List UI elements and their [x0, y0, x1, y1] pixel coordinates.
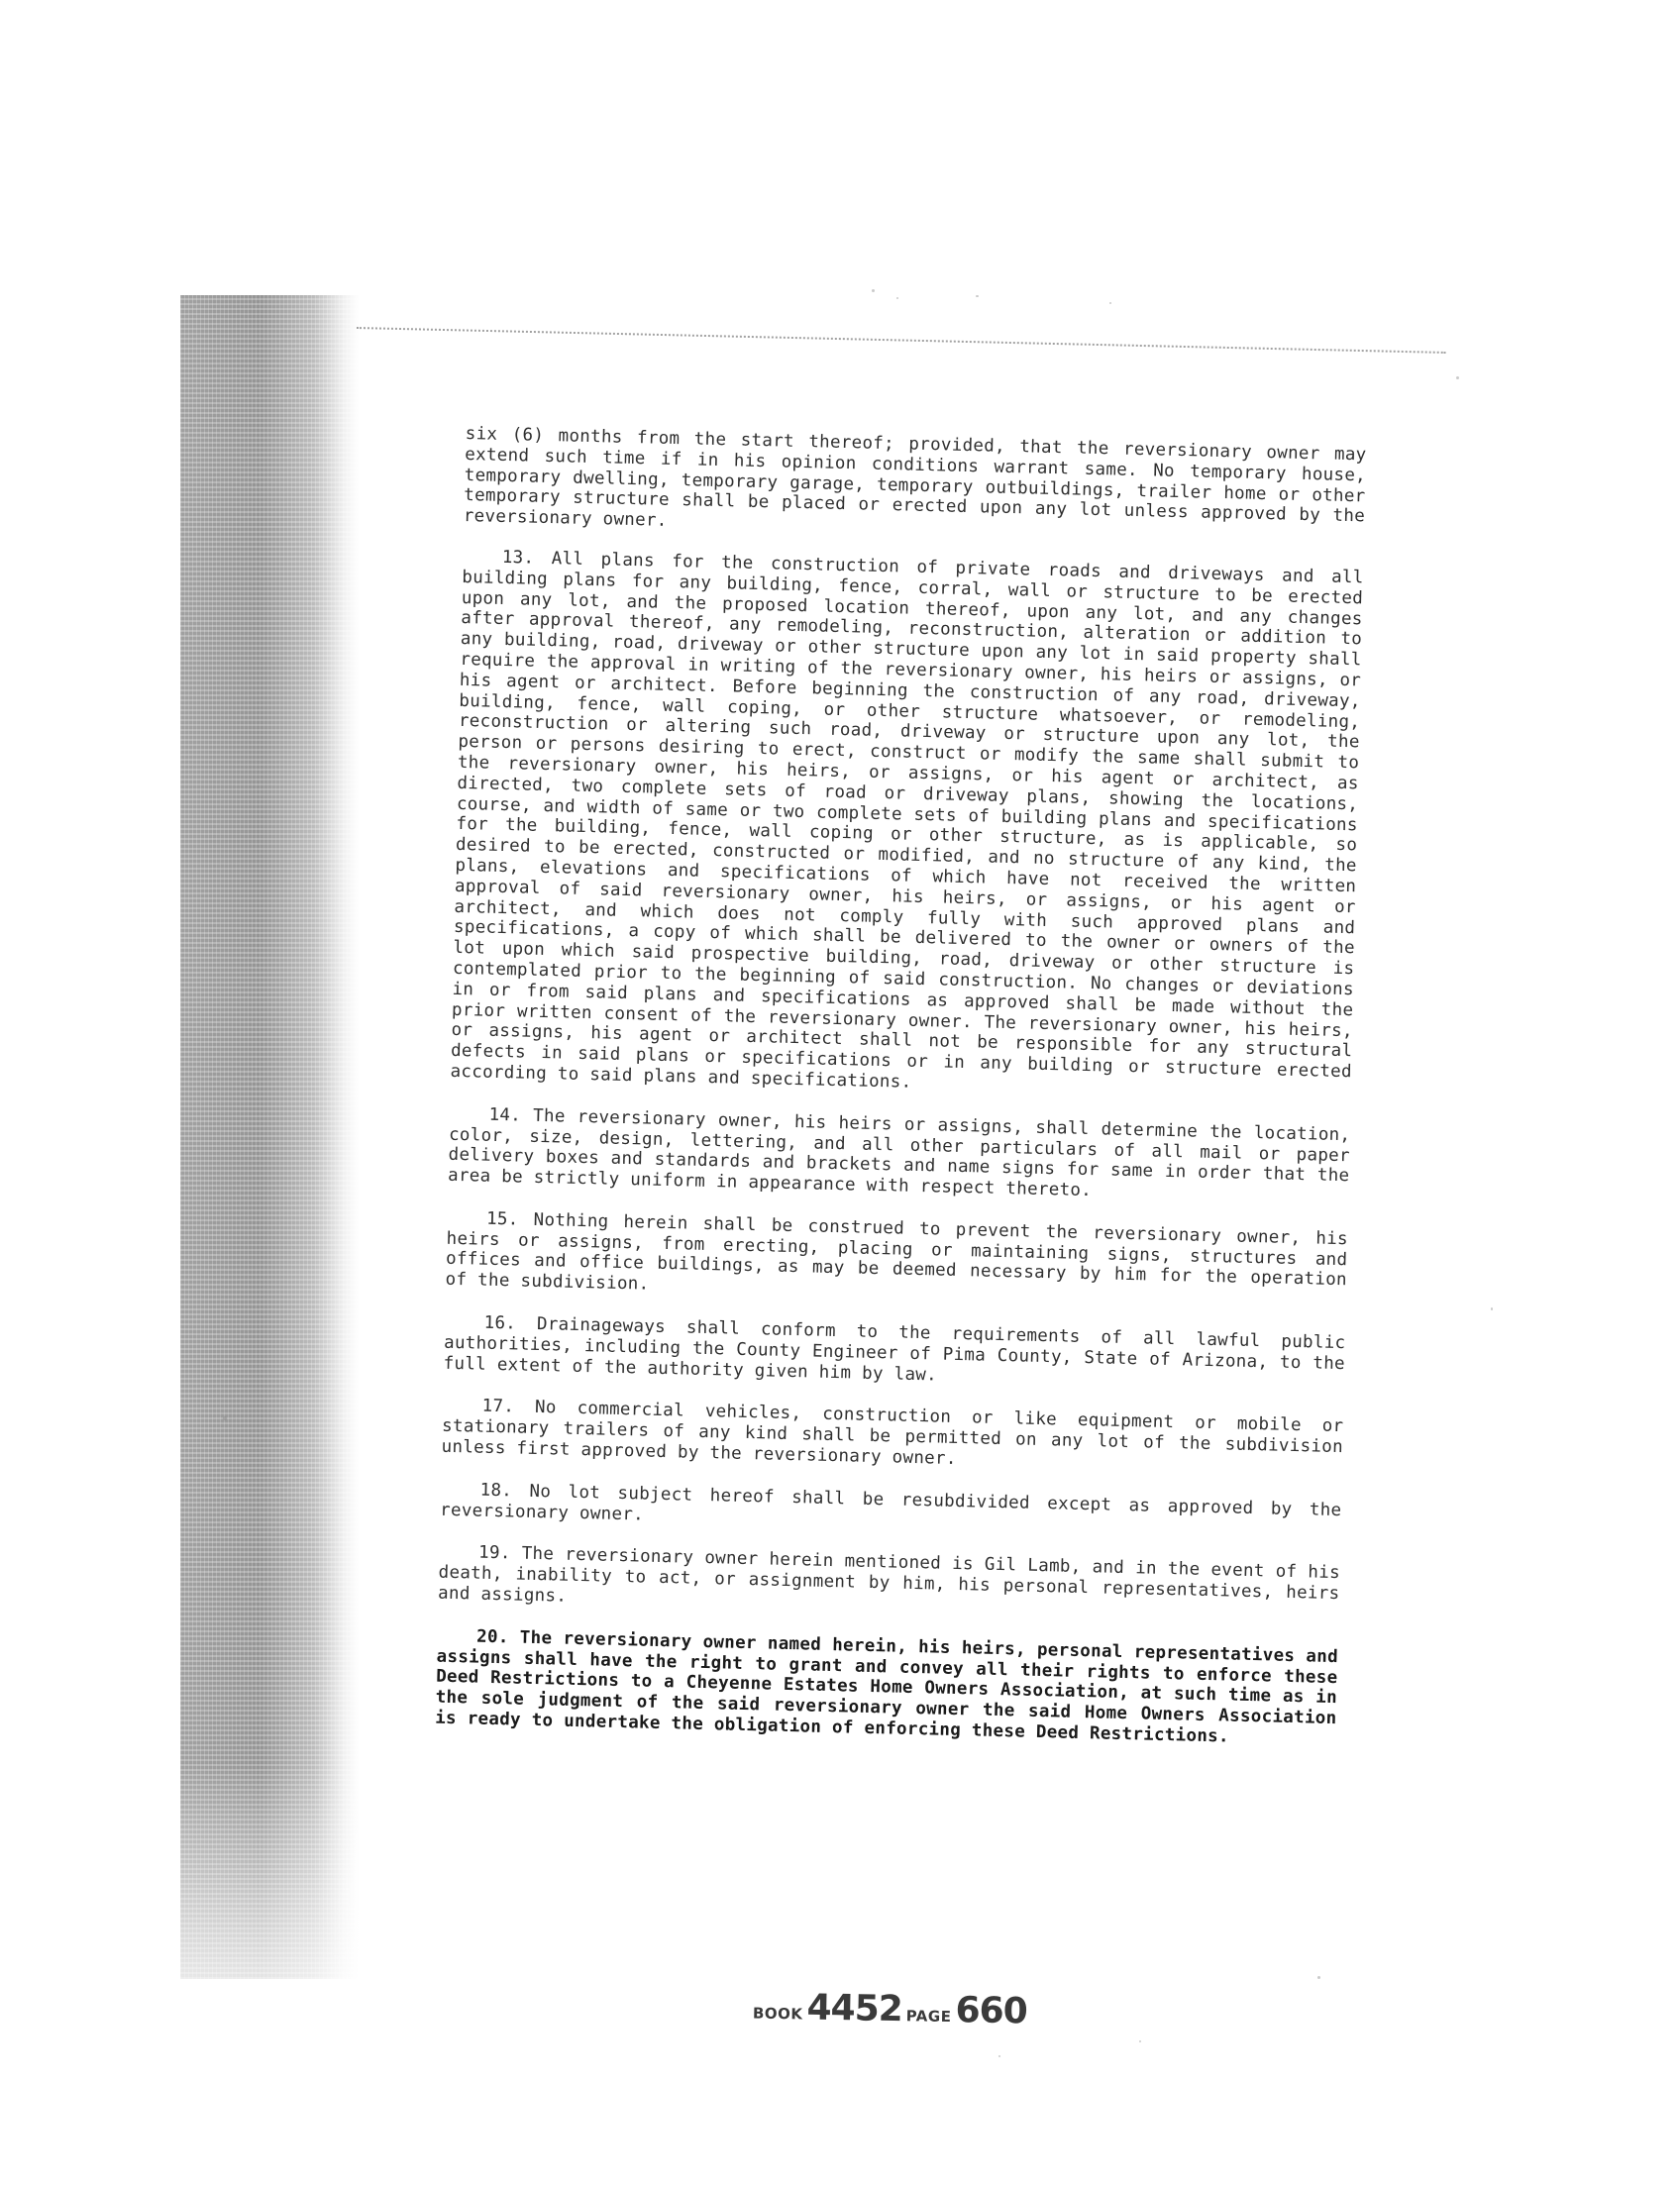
paragraph-19: [438, 1542, 1340, 1625]
paragraph-16: [443, 1312, 1345, 1396]
scan-speckle: [1491, 1307, 1493, 1310]
scan-speckle: [1109, 302, 1111, 304]
paragraph-13-text: 13. All plans for the construction of private roads and driveways and all building plans for any building, fence, corral, wall or structure to be erected upon any lot, and the proposed location thereof, upon any lot, and any changes after approval thereof, any remodeling, reconstruction, alteration or addition to any building, road, driveway or other structure upon any lot in said property shall require the approval in writing of the reversionary owner, his heirs or assigns, or his agent or architect. Before beginning the construction of any road, driveway, building, fence, wall coping, or other structure whatsoever, or remodeling, reconstruction or altering such road, driveway or structure upon any lot, the person or persons desiring to erect, construct or modify the same shall submit to the reversionary owner, his heirs, or assigns, or his agent or architect, as directed, two complete sets of road or driveway plans, showing the locations, course, and width of same or two complete sets of building plans and specifications for the building, fence, wall coping or other structure, as is applicable, so desired to be erected, constructed or modified, and no structure of any kind, the plans, elevations and specifications of which have not received the written approval of said reversionary owner, his heirs, or assigns, or his agent or architect, and which does not comply fully with such approved plans and specifications, a copy of which shall be delivered to the owner or owners of the lot upon which said prospective building, road, driveway or other structure is contemplated prior to the beginning of said construction. No changes or deviations in or from said plans and specifications as approved shall be made without the prior written consent of the reversionary owner. The reversionary owner, his heirs, or assigns, his agent or architect shall not be responsible for any structural defects in said plans or specifications or in any building or structure erected according to said plans and specifications.: [450, 547, 1364, 1093]
paragraph-17-text: 17. No commercial vehicles, construction or like equipment or mobile or stationary trailers of any kind shall be permitted on any lot of the subdivision unless first approved by the reversionary owner.: [441, 1397, 1344, 1470]
scan-top-streak: [357, 327, 1446, 354]
paragraph-14-text: 14. The reversionary owner, his heirs or assigns, shall determine the location, color, size, design, lettering, and all other particulars of all mail or paper delivery boxes and standards and brackets and name signs for same in order that the area be strictly uniform in appearance with respect thereto.: [447, 1104, 1351, 1201]
paragraph-16-text: 16. Drainageways shall conform to the requirements of all lawful public authorities, including the County Engineer of Pima County, State of Arizona, to the full extent of the authority given him by law.: [443, 1312, 1346, 1386]
book-number: 4452: [806, 1987, 903, 2031]
scan-speckle: [998, 2055, 1000, 2057]
paragraph-continued: six (6) months from the start thereof; provided, that the reversionary owner may extend such time if in his opinion conditions warrant same. No temporary house, temporary dwelling, temporary garage, temporary outbuildings, trailer home or other temporary structure shall be placed or erected upon any lot unless approved by the reversionary owner.: [463, 424, 1367, 532]
paragraph-14: [448, 1104, 1351, 1208]
paragraph-20-text: 20. The reversionary owner named herein, his heirs, personal representatives and assigns shall have the right to grant and convey all their rights to enforce these Deed Restrictions to a Cheyenne Estates Home Owners Association, at such time as in the sole judgment of the said reversionary owner the said Home Owners Association is ready to undertake the obligation of enforcing these Deed Restrictions.: [434, 1626, 1339, 1747]
book-label: BOOK: [752, 2004, 803, 2024]
scan-speckle: [223, 1416, 227, 1420]
scan-shadow-edge: [180, 295, 359, 1979]
paragraph-18-text: 18. No lot subject hereof shall be resubdivided except as approved by the reversionary owner.: [439, 1480, 1342, 1525]
scan-speckle: [1456, 376, 1459, 379]
scan-speckle: [896, 297, 898, 299]
scan-speckle: [1317, 1976, 1320, 1979]
scan-shadow-fade: [180, 1763, 378, 2021]
paragraph-19-text: 19. The reversionary owner herein mentioned is Gil Lamb, and in the event of his death, inability to act, or assignment by him, his personal representatives, heirs and assigns.: [437, 1543, 1341, 1607]
paragraph-18: [440, 1480, 1342, 1542]
scan-speckle: [872, 289, 875, 292]
paragraph-15-text: 15. Nothing herein shall be construed to prevent the reversionary owner, his heirs or assigns, from erecting, placing or maintaining signs, structures and offices and office buildings, as may be deemed necessary by him for the operation of the subdivision.: [445, 1208, 1349, 1295]
scan-speckle: [976, 295, 979, 297]
paragraph-15: [445, 1208, 1348, 1312]
book-page-stamp: [753, 1987, 1031, 2032]
scan-speckle: [1139, 2040, 1141, 2042]
paragraph-20: [435, 1626, 1338, 1750]
paragraph-13: [450, 547, 1363, 1103]
deed-restrictions-text: [434, 424, 1366, 1772]
page-number: 660: [955, 1990, 1028, 2032]
paragraph-17: [441, 1396, 1343, 1479]
page-label: PAGE: [905, 2007, 952, 2027]
